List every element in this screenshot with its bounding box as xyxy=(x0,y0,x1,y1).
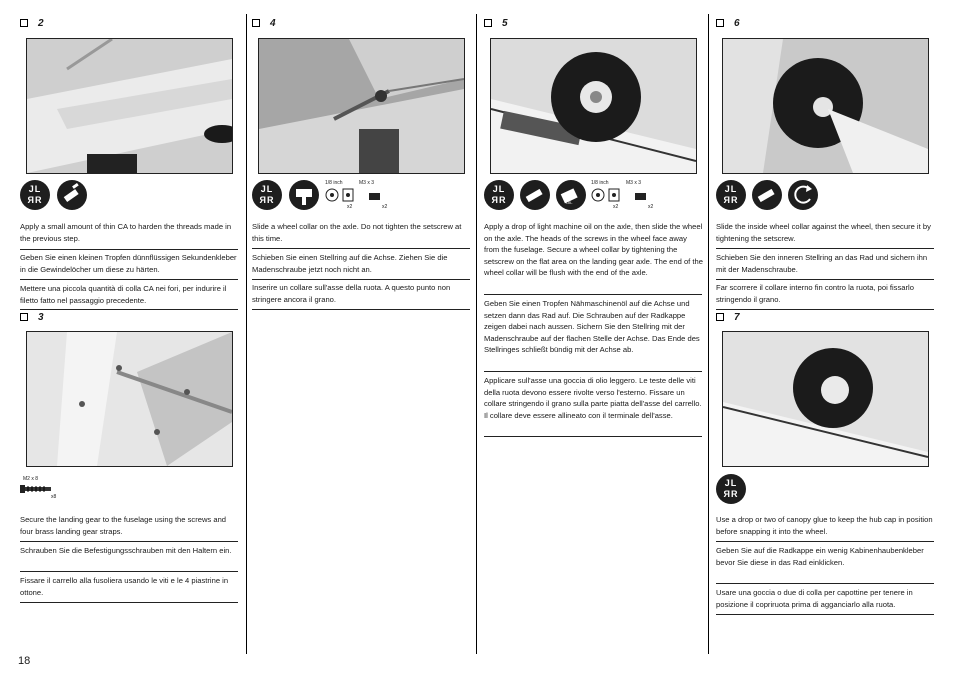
step-2-text-it: Mettere una piccola quantità di colla CA nei fori, per indurire il filetto fatto nel passaggio precedente. xyxy=(20,284,227,305)
step-5-text-it: Applicare sull'asse una goccia di olio leggero. Le teste delle viti della ruota devono essere rivolte verso l'esterno. Fissare un collare stringendo il grano sulla parte piatta dell'asse del carrello. Il collare deve essere allineato con il terminale dell'asse. xyxy=(484,376,702,420)
oil-bottle-icon xyxy=(556,180,586,210)
step-3-header: 3 xyxy=(20,312,44,324)
step-5-text-en: Apply a drop of light machine oil on the axle, then slide the wheel on the axle. The heads of the screws in the wheel face away from the fuselage. Secure a wheel collar by tightening the setscrew on the flat area on the landing gear axle. The end of the wheel collar will be flush with the end of the axle. xyxy=(484,222,703,278)
ca-glue-icon: JL ЯR xyxy=(716,474,746,504)
column-divider xyxy=(476,14,477,654)
step-6-text-it: Far scorrere il collare interno fin contro la ruota, poi fissarlo stringendo il grano. xyxy=(716,283,914,304)
step-5-text-de: Geben Sie einen Tropfen Nähmaschinenöl auf die Achse und setzen dann das Rad auf. Die Schrauben auf der Radkappe zeigen dabei nach aussen. Sichern Sie den Stellring mit der Madenschraube auf der flachen Stelle der Achse. Das Ende des Stellringes schließt bündig mit der Achse ab. xyxy=(484,299,700,355)
divider xyxy=(716,279,934,280)
step-6-text-de: Schieben Sie den inneren Stellring an das Rad und sichern ihn mit der Madenschraube. xyxy=(716,253,928,274)
step-5-header: 5 xyxy=(484,18,508,30)
step-7-photo xyxy=(722,331,929,467)
step-2-text-en: Apply a small amount of thin CA to harden the threads made in the previous step. xyxy=(20,222,232,243)
step-3-text-de: Schrauben Sie die Befestigungsschrauben mit den Haltern ein. xyxy=(20,546,232,555)
ca-glue-icon: JL ЯR xyxy=(716,180,746,210)
hw1-label: 1/8 inch xyxy=(591,180,609,186)
hw1-qty: x2 xyxy=(613,204,619,210)
step-2-photo xyxy=(26,38,233,174)
step-7-text-it: Usare una goccia o due di colla per capottine per tenere in posizione il copriruota prima di agganciarlo alla ruota. xyxy=(716,588,913,609)
divider xyxy=(716,248,934,249)
step-4-text-en: Slide a wheel collar on the axle. Do not tighten the setscrew at this time. xyxy=(252,222,462,243)
inner-collar-photo-image xyxy=(723,39,928,173)
step-6-text-en: Slide the inside wheel collar against the wheel, then secure it by tightening the setscrew. xyxy=(716,222,931,243)
tighten-rotate-icon xyxy=(788,180,818,210)
divider xyxy=(20,602,238,603)
divider xyxy=(20,309,238,310)
divider xyxy=(716,583,934,584)
checkbox-icon xyxy=(20,313,28,321)
step-3-text-en: Secure the landing gear to the fuselage using the screws and four brass landing gear straps. xyxy=(20,515,227,536)
wheel-collar-icon xyxy=(325,187,355,203)
step-7-header: 7 xyxy=(716,312,740,324)
step-2-text-de: Geben Sie einen kleinen Tropfen dünnflüssigen Sekundenkleber in die Gewindelöcher um diese zu härten. xyxy=(20,253,237,274)
glue-bottle-icon xyxy=(752,180,782,210)
glue-bottle-icon xyxy=(57,180,87,210)
step-6-header: 6 xyxy=(716,18,740,30)
step-4-header: 4 xyxy=(252,18,276,30)
hw1-qty: x2 xyxy=(347,204,353,210)
divider xyxy=(20,571,238,572)
divider xyxy=(716,614,934,615)
step-2-header: 2 xyxy=(20,18,44,30)
hw2-qty: x2 xyxy=(648,204,654,210)
divider xyxy=(20,279,238,280)
ca-glue-icon: JL ЯR xyxy=(484,180,514,210)
step-3-text-it: Fissare il carrello alla fusoliera usando le viti e le 4 piastrine in ottone. xyxy=(20,576,229,597)
divider xyxy=(20,541,238,542)
page-number: 18 xyxy=(18,655,31,667)
step-4-text-it: Inserire un collare sull'asse della ruota. A questo punto non stringere ancora il grano. xyxy=(252,283,451,304)
step-7-text-en: Use a drop or two of canopy glue to keep the hub cap in position before snapping it into the wheel. xyxy=(716,515,933,536)
checkbox-icon xyxy=(716,313,724,321)
divider xyxy=(484,436,702,437)
divider xyxy=(716,541,934,542)
step-3-photo xyxy=(26,331,233,467)
axle-collar-photo-image xyxy=(259,39,464,173)
checkbox-icon xyxy=(484,19,492,27)
divider xyxy=(716,309,934,310)
hw2-label: M3 x 3 xyxy=(626,180,642,186)
divider xyxy=(252,248,470,249)
column-divider xyxy=(708,14,709,654)
setscrew-icon xyxy=(635,192,647,202)
divider xyxy=(20,249,238,250)
hw-label: M2 x 8 xyxy=(23,476,39,482)
step-6-photo xyxy=(722,38,929,174)
landing-gear-photo-image xyxy=(27,332,232,466)
step-7-text-de: Geben Sie auf die Radkappe ein wenig Kabinenhaubenkleber bevor Sie diese in das Rad einklicken. xyxy=(716,546,924,567)
checkbox-icon xyxy=(20,19,28,27)
step-4-text-de: Schieben Sie einen Stellring auf die Achse. Ziehen Sie die Madenschraube jetzt noch nicht an. xyxy=(252,253,448,274)
hw-qty: x8 xyxy=(51,494,57,500)
wheel-collar-icon xyxy=(591,187,621,203)
divider xyxy=(252,279,470,280)
checkbox-icon xyxy=(716,19,724,27)
hw2-qty: x2 xyxy=(382,204,388,210)
ca-glue-icon: JL ЯR xyxy=(252,180,282,210)
hw2-label: M3 x 3 xyxy=(359,180,375,186)
hub-cap-photo-image xyxy=(723,332,928,466)
hw1-label: 1/8 inch xyxy=(325,180,343,186)
step-4-photo xyxy=(258,38,465,174)
ca-glue-icon: JL ЯR xyxy=(20,180,50,210)
step-5-photo xyxy=(490,38,697,174)
divider xyxy=(484,294,702,295)
setscrew-icon xyxy=(369,192,381,202)
divider xyxy=(484,371,702,372)
wheel-on-axle-photo-image xyxy=(491,39,696,173)
fuselage-photo-image xyxy=(27,39,232,173)
checkbox-icon xyxy=(252,19,260,27)
column-divider xyxy=(246,14,247,654)
oil-label: OIL xyxy=(566,200,573,205)
hex-wrench-icon xyxy=(289,180,319,210)
divider xyxy=(252,309,470,310)
glue-bottle-icon xyxy=(520,180,550,210)
